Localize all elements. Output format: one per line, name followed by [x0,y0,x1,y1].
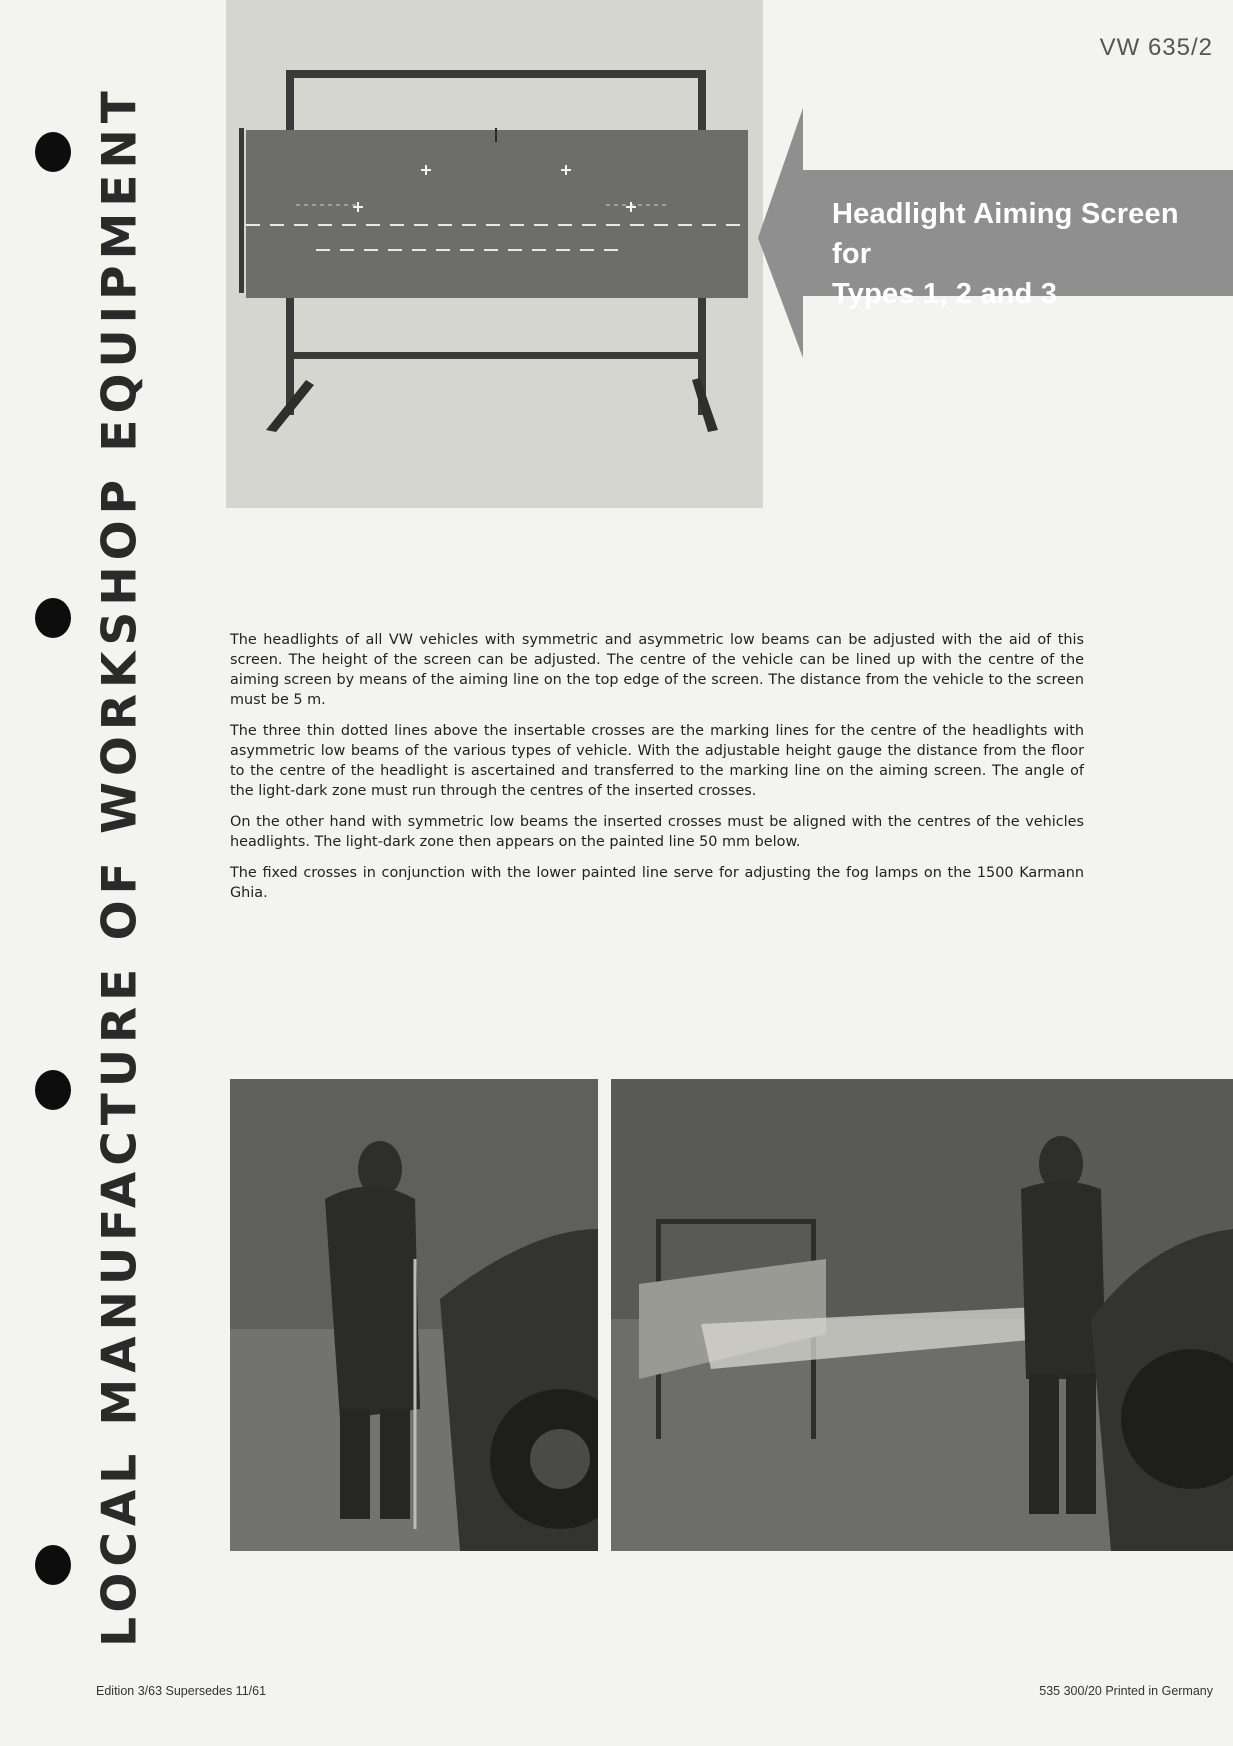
binder-hole-3 [35,1070,71,1110]
paragraph-3: On the other hand with symmetric low beams the inserted crosses must be aligned with the centres of the vehicles headlights. The light-dark zone then appears on the painted line 50 mm below. [230,814,1084,850]
paragraph-1: The headlights of all VW vehicles with symmetric and asymmetric low beams can be adjusted with the aid of this screen. The height of the screen can be adjusted. The centre of the vehicle can be lined up with the centre of the aiming screen by means of the aiming line on the top edge of the screen. The distance from the vehicle to the screen must be 5 m. [230,632,1084,708]
paragraph-2: The three thin dotted lines above the insertable crosses are the marking lines for the centre of the headlights with asymmetric low beams of the various types of vehicle. With the adjustable height gauge the distance from the floor to the centre of the headlight is ascertained and transferred to the marking line on the aiming screen. The angle of the light-dark zone must run through the centres of the inserted crosses. [230,723,1084,799]
binder-hole-2 [35,598,71,638]
body-text [230,630,1084,914]
beam-projection-photo [611,1079,1233,1551]
binder-hole-1 [35,132,71,172]
vertical-section-title: LOCAL MANUFACTURE OF WORKSHOP EQUIPMENT [92,85,148,1647]
binder-hole-4 [35,1545,71,1585]
footer-print-info: 535 300/20 Printed in Germany [1039,1684,1213,1698]
title-arrow-banner [758,108,1233,358]
paragraph-4: The fixed crosses in conjunction with the lower painted line serve for adjusting the fog lamps on the 1500 Karmann Ghia. [230,865,1084,901]
height-gauge-photo [230,1079,598,1551]
banner-title: Headlight Aiming Screen for Types 1, 2 and 3 [832,198,1179,310]
document-code: VW 635/2 [1099,34,1213,61]
aiming-screen-photo [226,0,763,508]
footer-edition: Edition 3/63 Supersedes 11/61 [96,1684,267,1698]
